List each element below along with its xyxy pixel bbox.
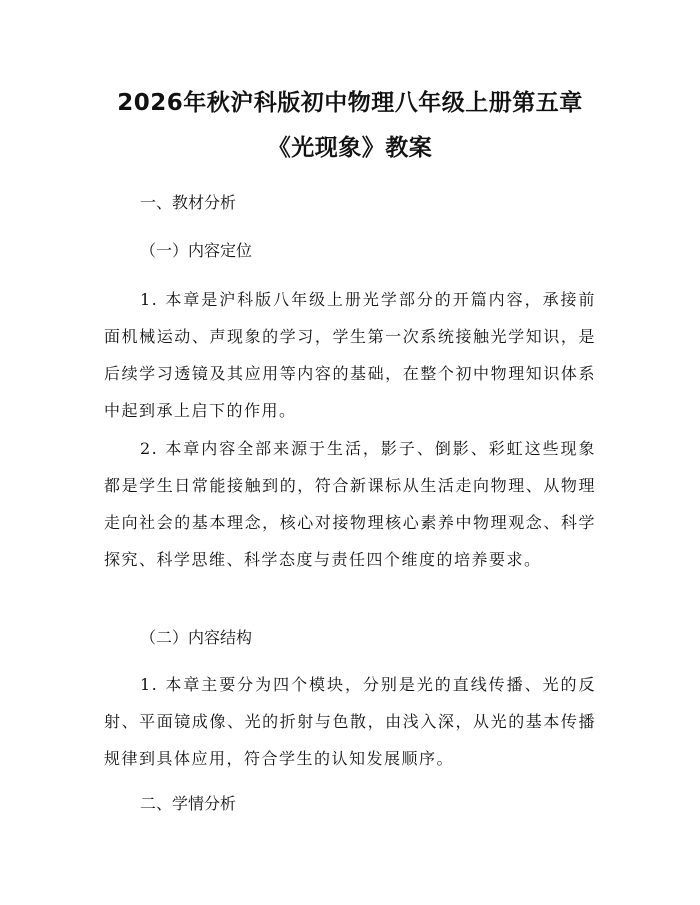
section-heading-textbook-analysis: 一、教材分析 [140,193,237,212]
document-title-line2: 《光现象》教案 [267,135,433,161]
subsection-heading-content-positioning: （一）内容定位 [140,241,253,260]
document-title-line1: 2026年秋沪科版初中物理八年级上册第五章 [117,90,583,116]
paragraph-content-positioning-1: 1. 本章是沪科版八年级上册光学部分的开篇内容，承接前面机械运动、声现象的学习，学生第一次系统接触光学知识，是后续学习透镜及其应用等内容的基础，在整个初中物理知识体系中起到承上启下的作用。 [104,290,596,420]
paragraph-content-structure-1: 1. 本章主要分为四个模块，分别是光的直线传播、光的反射、平面镜成像、光的折射与色散，由浅入深，从光的基本传播规律到具体应用，符合学生的认知发展顺序。 [104,675,596,768]
section-heading-learner-analysis: 二、学情分析 [140,794,237,813]
subsection-heading-content-structure: （二）内容结构 [140,628,253,647]
paragraph-content-positioning-2: 2. 本章内容全部来源于生活，影子、倒影、彩虹这些现象都是学生日常能接触到的，符合新课标从生活走向物理、从物理走向社会的基本理念，核心对接物理核心素养中物理观念、科学探究、科学思维、科学态度与责任四个维度的培养要求。 [104,439,596,569]
